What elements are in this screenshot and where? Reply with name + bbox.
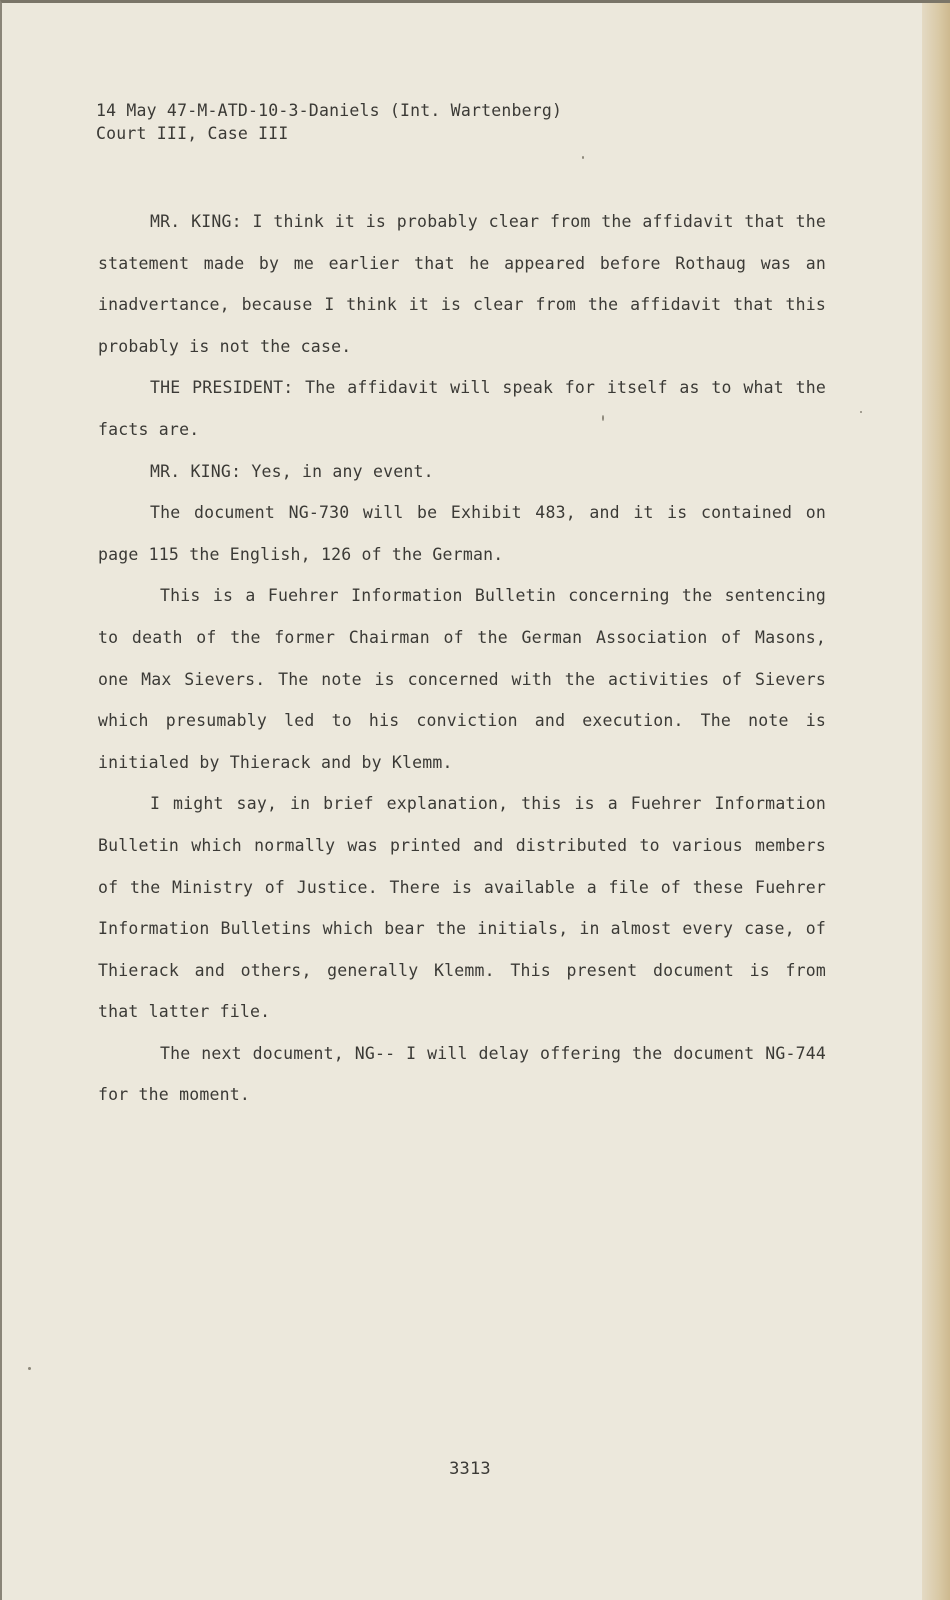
- paper-speck: [28, 1367, 31, 1370]
- paper-speck: [860, 411, 862, 413]
- document-header: [96, 99, 562, 145]
- paragraph-king-event: MR. KING: Yes, in any event.: [150, 461, 434, 481]
- page-number: 3313: [449, 1459, 491, 1479]
- header-reference-line: 14 May 47-M-ATD-10-3-Daniels (Int. Wartenberg): [96, 101, 563, 120]
- header-court-line: Court III, Case III: [96, 124, 289, 143]
- paragraph-exhibit-483: The document NG-730 will be Exhibit 483, and it is contained on page 115 the English, 126 of the German.: [98, 503, 826, 564]
- paragraph-explanation: I might say, in brief explanation, this is a Fuehrer Information Bulletin which normally was printed and distributed to various members of the Ministry of Justice. There is available a file of these Fuehrer Information Bulletins which bear the initials, in almost every case, of Thierack and others, generally Klemm. This present document is from that latter file.: [98, 794, 826, 1022]
- paragraph-president-affidavit: THE PRESIDENT: The affidavit will speak for itself as to what the facts are.: [98, 378, 826, 439]
- paper-speck: [602, 415, 604, 421]
- transcript-body: [98, 201, 826, 1116]
- paragraph-king-affidavit: MR. KING: I think it is probably clear from the affidavit that the statement made by me earlier that he appeared before Rothaug was an inadvertance, because I think it is clear from the affidavit that this probably is not the case.: [98, 212, 826, 356]
- paper-speck: [582, 156, 584, 159]
- page-edge-shadow: [922, 3, 950, 1600]
- paragraph-next-document: The next document, NG-- I will delay offering the document NG-744 for the moment.: [98, 1043, 826, 1105]
- paragraph-fuehrer-bulletin: This is a Fuehrer Information Bulletin concerning the sentencing to death of the former Chairman of the German Association of Masons, one Max Sievers. The note is concerned with the activities of Sievers which presumably led to his conviction and execution. The note is initialed by Thierack and by Klemm.: [98, 586, 826, 772]
